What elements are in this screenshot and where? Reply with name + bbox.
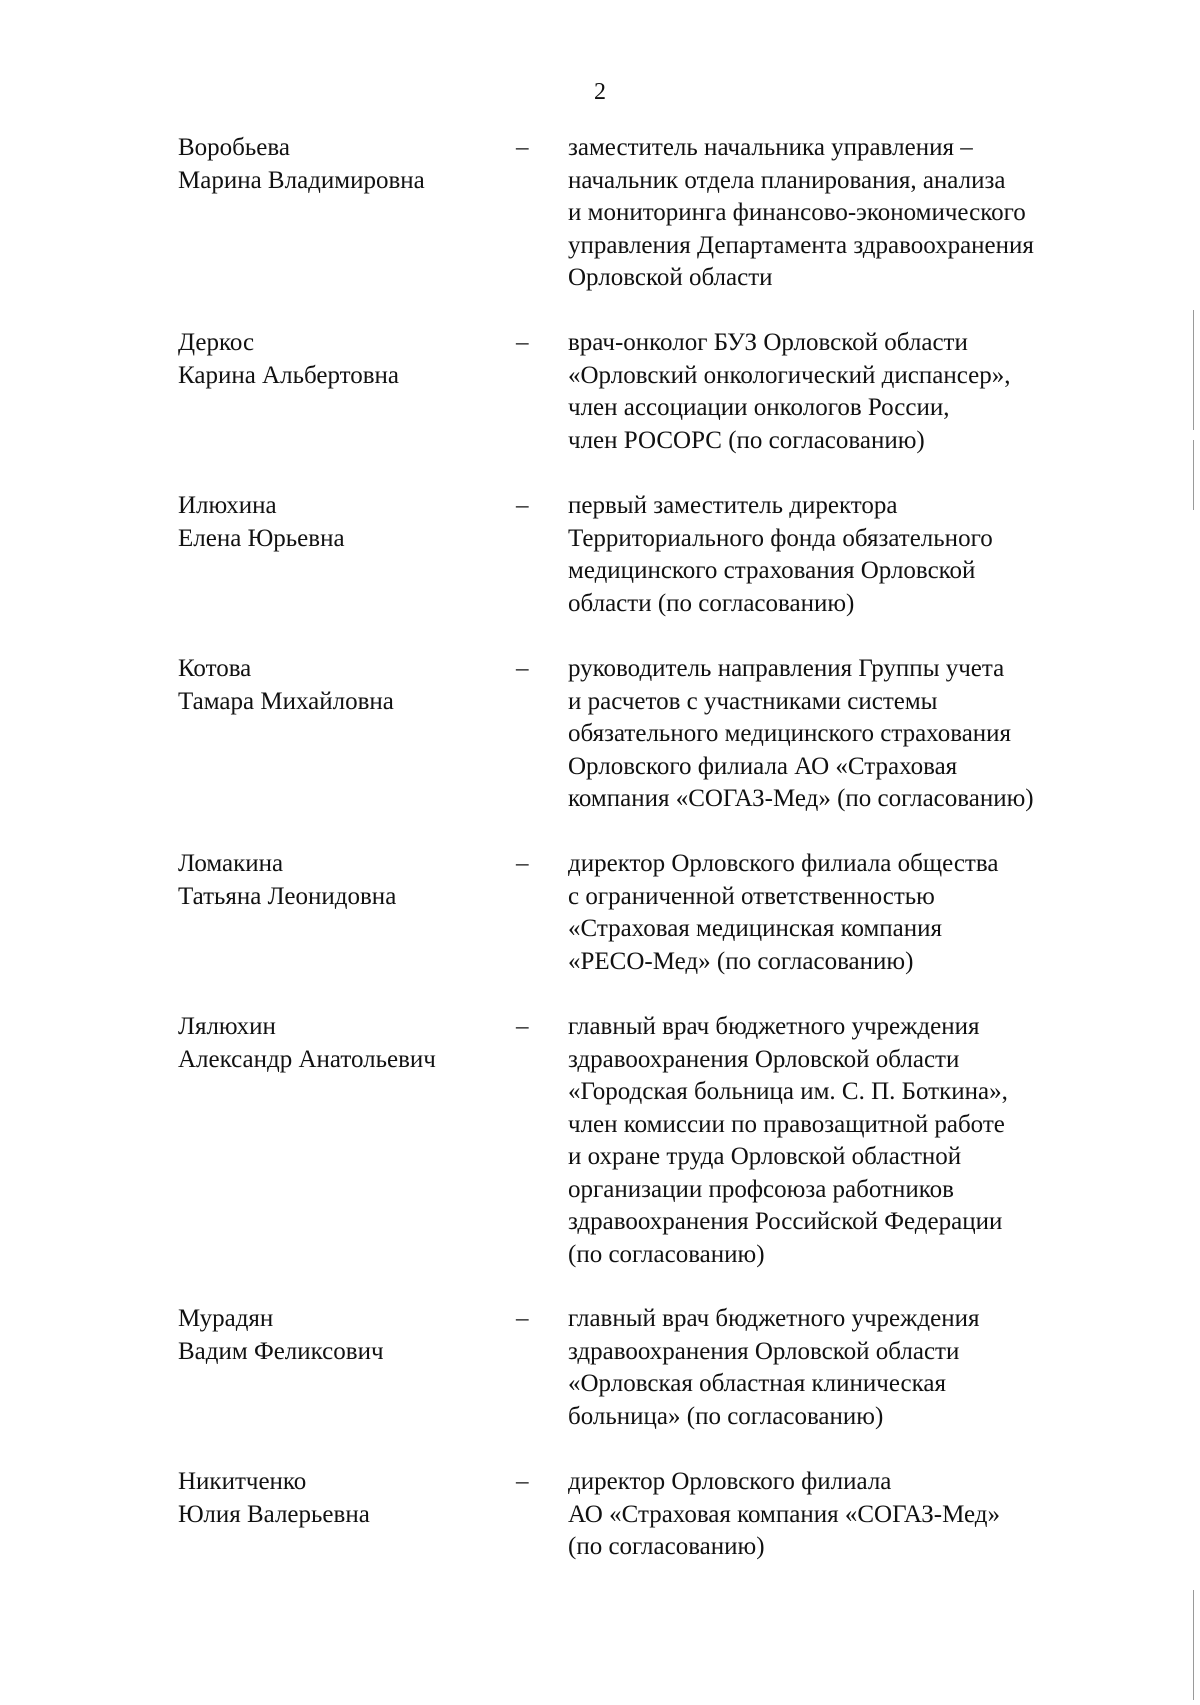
position-line: директор Орловского филиала [568,1468,892,1495]
member-given-names: Александр Анатольевич [178,1045,436,1073]
position-line: директор Орловского филиала общества [568,850,999,877]
member-given-names: Карина Альбертовна [178,361,400,389]
position-line: медицинского страхования Орловской [568,557,976,584]
member-name [178,848,498,913]
position-line: здравоохранения Российской Федерации [568,1208,1003,1235]
separator-dash: – [516,329,529,356]
member-surname: Илюхина [178,492,277,519]
member-surname: Мурадян [178,1305,274,1332]
position-line: врач-онколог БУЗ Орловской области [568,329,968,356]
member-name [178,490,498,555]
position-line: главный врач бюджетного учреждения [568,1305,980,1332]
member-surname: Лялюхин [178,1013,276,1040]
member-given-names: Тамара Михайловна [178,687,394,715]
member-position [568,653,1108,816]
member-position [568,490,1108,620]
member-name [178,1011,498,1076]
position-line: главный врач бюджетного учреждения [568,1013,980,1040]
member-given-names: Марина Владимировна [178,166,425,194]
member-surname: Котова [178,655,252,682]
separator-dash: – [516,655,529,682]
position-line: организации профсоюза работников [568,1175,954,1203]
position-line: член РОСОРС (по согласованию) [568,426,925,454]
position-line: Территориального фонда обязательного [568,524,993,552]
position-line: Орловского филиала АО «Страховая [568,752,958,780]
position-line: больница» (по согласованию) [568,1402,884,1430]
separator-dash: – [516,1013,529,1040]
position-line: обязательного медицинского страхования [568,720,1012,747]
separator-dash: – [516,492,529,519]
position-line: (по согласованию) [568,1533,765,1560]
scan-edge-line [1193,310,1194,430]
member-position [568,1466,1108,1564]
member-given-names: Вадим Феликсович [178,1337,384,1365]
position-line: Орловской области [568,264,773,291]
member-position [568,327,1108,457]
position-line: «РЕСО-Мед» (по согласованию) [568,947,914,975]
position-line: и расчетов с участниками системы [568,687,938,715]
member-position [568,1011,1108,1271]
position-line: «Страховая медицинская компания [568,915,943,942]
separator-dash: – [516,1305,529,1332]
position-line: начальник отдела планирования, анализа [568,166,1006,194]
separator-dash: – [516,134,529,161]
position-line: заместитель начальника управления – [568,134,973,161]
position-line: первый заместитель директора [568,492,898,519]
member-position [568,1303,1108,1433]
member-name [178,327,498,392]
position-line: и мониторинга финансово-экономического [568,199,1026,226]
member-name [178,1466,498,1531]
member-surname: Деркос [178,329,255,356]
position-line: «Орловская областная клиническая [568,1370,946,1397]
page-number: 2 [594,79,606,105]
position-line: член комиссии по правозащитной работе [568,1110,1005,1138]
position-line: «Городская больница им. С. П. Боткина», [568,1078,1008,1105]
position-line: руководитель направления Группы учета [568,655,1005,682]
member-surname: Воробьева [178,134,290,161]
position-line: член ассоциации онкологов России, [568,394,950,421]
member-position [568,132,1108,295]
position-line: (по согласованию) [568,1240,765,1268]
position-line: здравоохранения Орловской области [568,1337,960,1365]
member-name [178,132,498,197]
position-line: управления Департамента здравоохранения [568,231,1034,259]
member-name [178,653,498,718]
position-line: с ограниченной ответственностью [568,882,935,910]
position-line: здравоохранения Орловской области [568,1045,960,1073]
member-given-names: Юлия Валерьевна [178,1500,370,1528]
position-line: и охране труда Орловской областной [568,1143,962,1170]
scan-edge-line [1193,1590,1194,1700]
member-name [178,1303,498,1368]
member-position [568,848,1108,978]
position-line: АО «Страховая компания «СОГАЗ-Мед» [568,1500,1000,1528]
member-given-names: Татьяна Леонидовна [178,882,397,910]
member-surname: Никитченко [178,1468,307,1495]
position-line: компания «СОГАЗ-Мед» (по согласованию) [568,785,1034,812]
member-given-names: Елена Юрьевна [178,524,345,552]
scan-edge-line [1193,440,1194,510]
member-surname: Ломакина [178,850,284,877]
position-line: «Орловский онкологический диспансер», [568,361,1011,389]
separator-dash: – [516,850,529,877]
position-line: области (по согласованию) [568,589,855,617]
separator-dash: – [516,1468,529,1495]
